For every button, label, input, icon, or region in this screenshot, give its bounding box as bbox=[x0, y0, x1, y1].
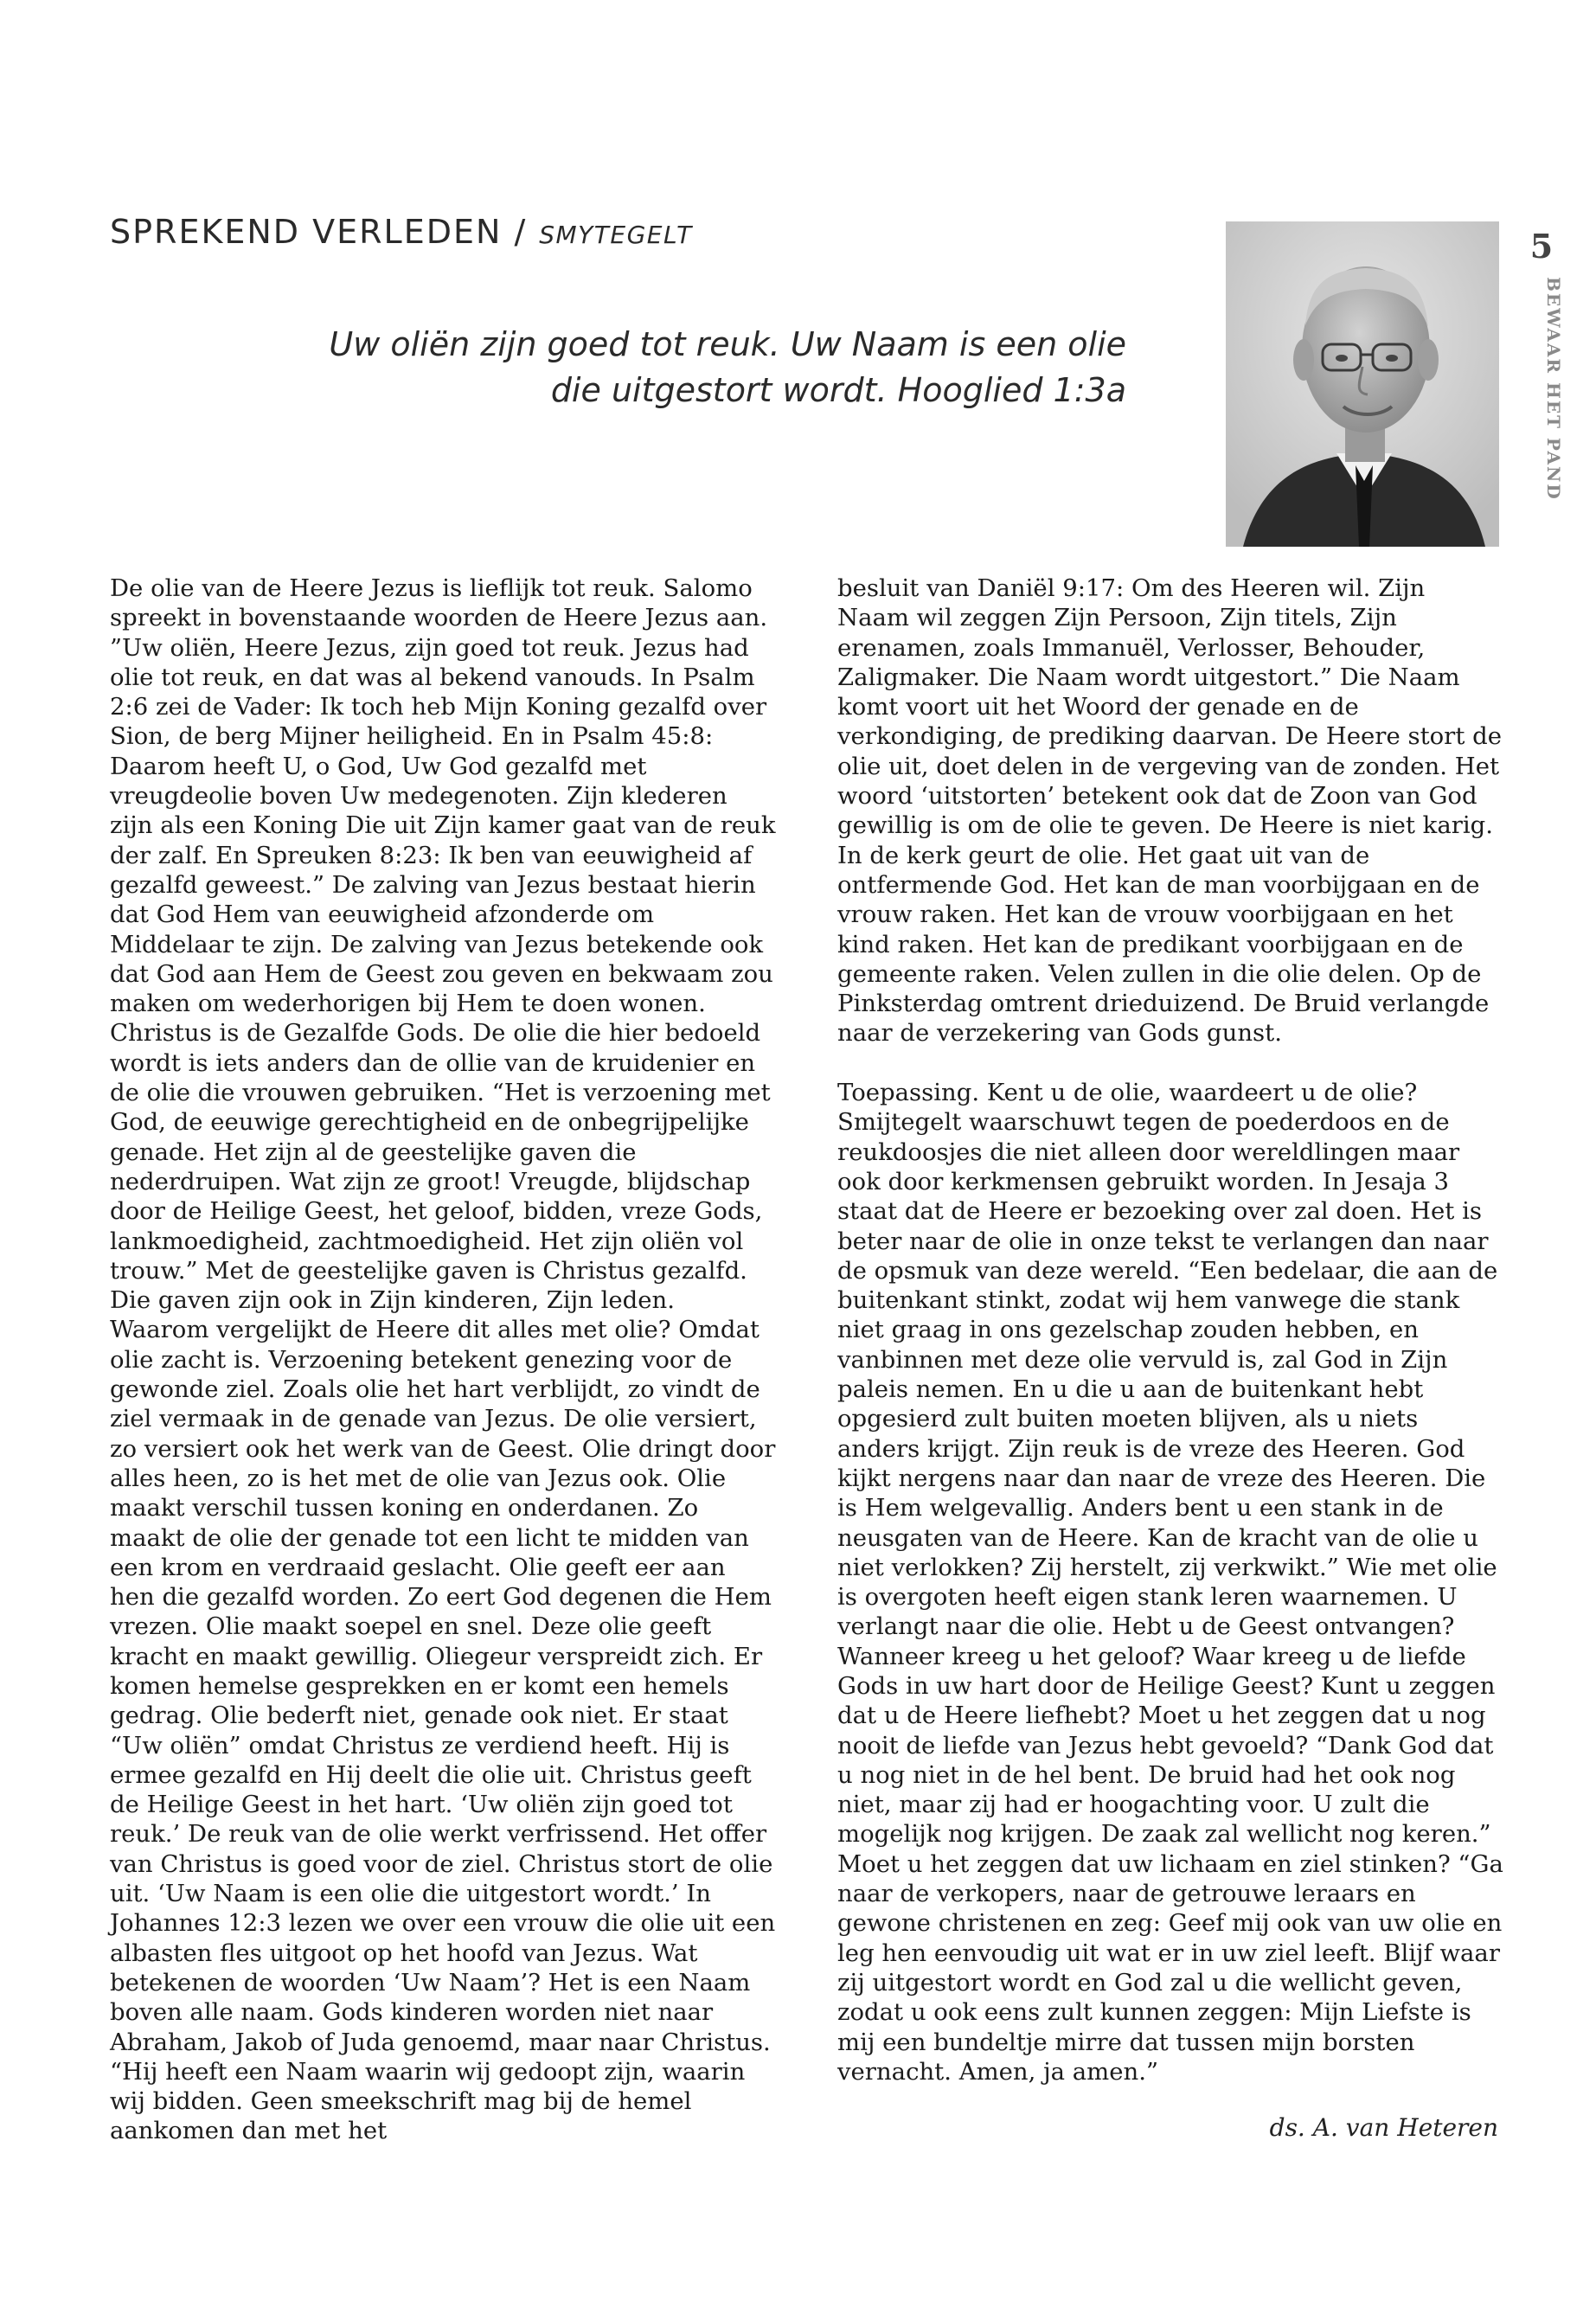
quote-line-2: die uitgestort wordt. Hooglied 1:3a bbox=[550, 371, 1126, 409]
article-paragraph: besluit van Daniël 9:17: Om des Heeren wil. Zijn Naam wil zeggen Zijn Persoon, Zijn titels, Zijn erenamen, zoals Immanuël, Verlosser, Behouder, Zaligmaker. Die Naam wordt uitgestort.” Die Naam komt voort uit het Woord der genade en de verkondiging, de prediking daarvan. De Heere stort de olie uit, doet delen in de vergeving van de zonden. Het woord ‘uitstorten’ betekent ook dat de Zoon van God gewillig is om de olie te geven. De Heere is niet karig. In de kerk geurt de olie. Het gaat uit van de ontfermende God. Het kan de man voorbijgaan en de vrouw raken. Het kan de vrouw voorbijgaan en het kind raken. Het kan de predikant voorbijgaan en de gemeente raken. Velen zullen in die olie delen. Op de Pinksterdag omtrent drieduizend. De Bruid verlangde naar de verzekering van Gods gunst. bbox=[837, 574, 1502, 1048]
quote-line-1: Uw oliën zijn goed tot reuk. Uw Naam is een olie bbox=[329, 325, 1126, 363]
bible-quote bbox=[260, 322, 1126, 413]
section-title: SPREKEND VERLEDEN bbox=[110, 213, 503, 251]
article-paragraph: De olie van de Heere Jezus is lieflijk tot reuk. Salomo spreekt in bovenstaande woorden de Heere Jezus aan. ”Uw oliën, Heere Jezus, zijn goed tot reuk. Jezus had olie tot reuk, en dat was al bekend vanouds. In Psalm 2:6 zei de Vader: Ik toch heb Mijn Koning gezalfd over Sion, de berg Mijner heiligheid. En in Psalm 45:8: Daarom heeft U, o God, Uw God gezalfd met vreugdeolie boven Uw medegenoten. Zijn klederen zijn als een Koning Die uit Zijn kamer gaat van de reuk der zalf. En Spreuken 8:23: Ik ben van eeuwigheid af gezalfd geweest.” De zalving van Jezus bestaat hierin dat God Hem van eeuwigheid afzonderde om Middelaar te zijn. De zalving van Jezus betekende ook dat God aan Hem de Geest zou geven en bekwaam zou maken om wederhorigen bij Hem te doen wonen. Christus is de Gezalfde Gods. De olie die hier bedoeld wordt is iets anders dan de ollie van de kruidenier en de olie die vrouwen gebruiken. “Het is verzoening met God, de eeuwige gerechtigheid en de onbegrijpelijke genade. Het zijn al de geestelijke gaven die nederdruipen. Wat zijn ze groot! Vreugde, blijdschap door de Heilige Geest, het geloof, bidden, vreze Gods, lankmoedigheid, zachtmoedigheid. Het zijn oliën vol trouw.” Met de geestelijke gaven is Christus gezalfd. Die gaven zijn ook in Zijn kinderen, Zijn leden. Waarom vergelijkt de Heere dit alles met olie? Omdat olie zacht is. Verzoening betekent genezing voor de gewonde ziel. Zoals olie het hart verblijdt, zo vindt de ziel vermaak in de genade van Jezus. De olie versiert, zo versiert ook het werk van de Geest. Olie dringt door alles heen, zo is het met de olie van Jezus ook. Olie maakt verschil tussen koning en onderdanen. Zo maakt de olie der genade tot een licht te midden van een krom en verdraaid geslacht. Olie geeft eer aan hen die gezalfd worden. Zo eert God degenen die Hem vrezen. Olie maakt soepel en snel. Deze olie geeft kracht en maakt gewillig. Oliegeur verspreidt zich. Er komen hemelse gesprekken en er komt een hemels gedrag. Olie bederft niet, genade ook niet. Er staat “Uw oliën” omdat Christus ze verdiend heeft. Hij is ermee gezalfd en Hij deelt die olie uit. Christus geeft de Heilige Geest in het hart. ‘Uw oliën zijn goed tot reuk.’ De reuk van de olie werkt verfrissend. Het offer van Christus is goed voor de ziel. Christus stort de olie uit. ‘Uw Naam is een olie die uitgestort wordt.’ In Johannes 12:3 lezen we over een vrouw die olie uit een albasten fles uitgoot op het hoofd van Jezus. Wat betekenen de woorden ‘Uw Naam’? Het is een Naam boven alle naam. Gods kinderen worden niet naar Abraham, Jakob of Juda genoemd, maar naar Christus. “Hij heeft een Naam waarin wij gedoopt zijn, waarin wij bidden. Geen smeekschrift mag bij de hemel aankomen dan met het bbox=[110, 574, 776, 2145]
article-column-left bbox=[110, 574, 776, 2146]
section-subtitle: SMYTEGELT bbox=[539, 221, 693, 249]
magazine-side-title: BEWAAR HET PAND bbox=[1543, 277, 1564, 501]
section-header bbox=[110, 213, 693, 251]
article-column-right bbox=[837, 574, 1503, 2086]
header-separator: / bbox=[514, 213, 528, 251]
author-signature: ds. A. van Heteren bbox=[1269, 2113, 1498, 2142]
portrait-icon bbox=[1226, 221, 1499, 547]
page-number: 5 bbox=[1529, 227, 1554, 266]
article-paragraph: Toepassing. Kent u de olie, waardeert u de olie? Smijtegelt waarschuwt tegen de poederdoos en de reukdoosjes die niet alleen door wereldlingen maar ook door kerkmensen gebruikt worden. In Jesaja 3 staat dat de Heere er bezoeking over zal doen. Het is beter naar de olie in onze tekst te verlangen dan naar de opsmuk van deze wereld. “Een bedelaar, die aan de buitenkant stinkt, zodat wij hem vanwege die stank niet graag in ons gezelschap zouden hebben, en vanbinnen met deze olie vervuld is, zal God in Zijn paleis nemen. En u die u aan de buitenkant hebt opgesierd zult buiten moeten blijven, als u niets anders krijgt. Zijn reuk is de vreze des Heeren. God kijkt nergens naar dan naar de vreze des Heeren. Die is Hem welgevallig. Anders bent u een stank in de neusgaten van de Heere. Kan de kracht van de olie u niet verlokken? Zij herstelt, zij verkwikt.” Wie met olie is overgoten heeft eigen stank leren waarnemen. U verlangt naar die olie. Hebt u de Geest ontvangen? Wanneer kreeg u het geloof? Waar kreeg u de liefde Gods in uw hart door de Heilige Geest? Kunt u zeggen dat u de Heere liefhebt? Moet u het zeggen dat u nog nooit de liefde van Jezus hebt gevoeld? “Dank God dat u nog niet in de hel bent. De bruid had het ook nog niet, maar zij had er hoogachting voor. U zult die mogelijk nog krijgen. De zaak zal wellicht nog keren.” Moet u het zeggen dat uw lichaam en ziel stinken? “Ga naar de verkopers, naar de getrouwe leraars en gewone christenen en zeg: Geef mij ook van uw olie en leg hen eenvoudig uit wat er in uw ziel leeft. Blijf waar zij uitgestort wordt en God zal u die wellicht geven, zodat u ook eens zult kunnen zeggen: Mijn Liefste is mij een bundeltje mirre dat tussen mijn borsten vernacht. Amen, ja amen.” bbox=[837, 1079, 1503, 2086]
author-portrait-photo bbox=[1226, 221, 1499, 547]
